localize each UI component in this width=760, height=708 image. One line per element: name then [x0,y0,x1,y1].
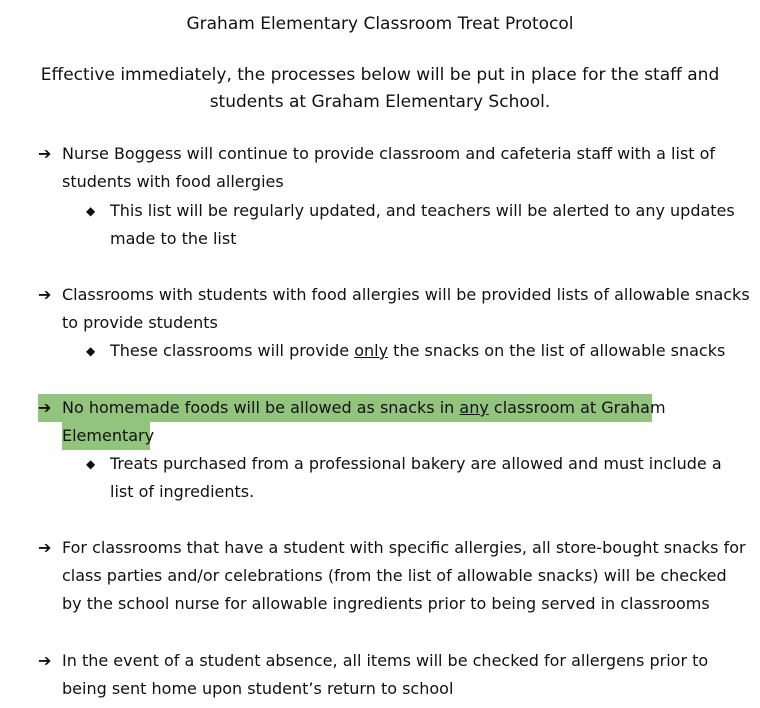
list-item-text: In the event of a student absence, all items will be checked for allergens prior to being sent home upon student’s return to school [62,651,709,698]
intro-paragraph: Effective immediately, the processes below will be put in place for the staff and students at Graham Elementary School. [40,65,720,112]
arrow-bullet-icon: ➔ [38,398,52,417]
list-item [38,647,750,703]
document-title: Graham Elementary Classroom Treat Protocol [186,14,574,34]
list-item [38,534,750,618]
sub-list-item [86,450,736,506]
arrow-bullet-icon: ➔ [38,144,52,163]
list-item-text: For classrooms that have a student with specific allergies, all store-bought snacks for class parties and/or celebrations (from the list of allowable snacks) will be checked by the school nurse for allowable ingredients prior to being served in classrooms [62,538,746,613]
diamond-bullet-icon: ◆ [86,457,96,471]
list-item-text: No homemade foods will be allowed as snacks in any classroom at Graham Elementary [62,398,666,445]
sub-list-item-text: These classrooms will provide only the snacks on the list of allowable snacks [110,341,726,360]
list-item-text: Nurse Boggess will continue to provide classroom and cafeteria staff with a list of students with food allergies [62,144,716,191]
arrow-bullet-icon: ➔ [38,538,52,557]
list-item-text: Classrooms with students with food allergies will be provided lists of allowable snacks to provide students [62,285,750,332]
sub-list-item [86,337,736,365]
highlighted-list-item [38,394,750,450]
arrow-bullet-icon: ➔ [38,651,52,670]
list-item [38,140,750,196]
underlined-word: any [459,398,489,417]
sub-list-item-text: This list will be regularly updated, and teachers will be alerted to any updates made to the list [110,201,735,248]
diamond-bullet-icon: ◆ [86,204,96,218]
list-item [38,281,750,337]
sub-list-item-text: Treats purchased from a professional bakery are allowed and must include a list of ingredients. [110,454,722,501]
diamond-bullet-icon: ◆ [86,344,96,358]
underlined-word: only [354,341,389,360]
sub-list-item [86,197,736,253]
arrow-bullet-icon: ➔ [38,285,52,304]
